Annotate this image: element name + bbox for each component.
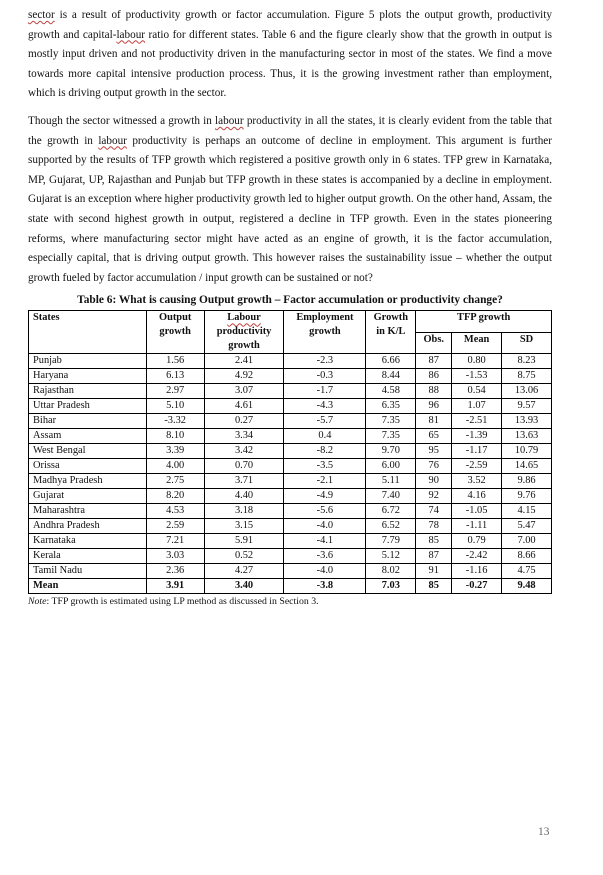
table-cell: -4.9 [284, 489, 366, 504]
table-cell: -2.3 [284, 354, 366, 369]
table-cell: Bihar [29, 414, 147, 429]
table-cell: 8.02 [366, 564, 416, 579]
table-cell: 0.52 [204, 549, 284, 564]
table-cell: 3.03 [146, 549, 204, 564]
table-cell: 91 [416, 564, 452, 579]
table-cell: 7.35 [366, 429, 416, 444]
table-cell: 9.86 [502, 474, 552, 489]
table-cell: 7.35 [366, 414, 416, 429]
table-cell: -5.7 [284, 414, 366, 429]
table-cell: 13.06 [502, 384, 552, 399]
table-cell: 2.41 [204, 354, 284, 369]
table-cell: 5.11 [366, 474, 416, 489]
table-cell: 7.03 [366, 579, 416, 594]
table-cell: 4.27 [204, 564, 284, 579]
table-cell: 2.75 [146, 474, 204, 489]
table-cell: 8.23 [502, 354, 552, 369]
table-cell: -4.3 [284, 399, 366, 414]
table-cell: 9.70 [366, 444, 416, 459]
paragraph-2: Though the sector witnessed a growth in labour productivity in all the states, it is clearly evident from the table that the growth in labour productivity is perhaps an outcome of decline in employment. This argument is further supported by the results of TFP growth which registered a positive growth only in 6 states. TFP grew in Karnataka, MP, Gujarat, UP, Rajasthan and Punjab but TFP growth in these states is accompanied by a decline in employment. Gujarat is an exception where higher productivity growth led to higher output growth. On the other hand, Assam, the state with second highest growth in output, registered a decline in TFP growth. Even in the states pioneering reforms, where manufacturing sector might have acted as an engine of growth, it is the factor accumulation, especially capital, that is driving output growth. This however raises the sustainability issue – whether the output growth fueled by factor accumulation / input growth can be sustained or not? [28, 114, 552, 284]
table-cell: 7.00 [502, 534, 552, 549]
page-number: 13 [538, 826, 550, 838]
table-cell: 10.79 [502, 444, 552, 459]
header-tfp-growth: TFP growth [416, 311, 552, 333]
table-cell: -2.51 [452, 414, 502, 429]
table-row [29, 444, 552, 459]
table-body [29, 354, 552, 594]
table-cell: 3.91 [146, 579, 204, 594]
header-sd: SD [502, 332, 552, 354]
header-output-growth: Output growth [146, 311, 204, 354]
table-cell: -1.16 [452, 564, 502, 579]
table-row [29, 474, 552, 489]
table-cell: 13.93 [502, 414, 552, 429]
table-cell: Tamil Nadu [29, 564, 147, 579]
table-row [29, 459, 552, 474]
table-cell: 88 [416, 384, 452, 399]
table-cell: 8.20 [146, 489, 204, 504]
table-note: Note: TFP growth is estimated using LP method as discussed in Section 3. [28, 596, 319, 608]
table-cell: 4.58 [366, 384, 416, 399]
table-cell: 5.12 [366, 549, 416, 564]
table-cell: Punjab [29, 354, 147, 369]
table-cell: -0.3 [284, 369, 366, 384]
table-cell: Orissa [29, 459, 147, 474]
table-cell: 2.97 [146, 384, 204, 399]
table-cell: 3.52 [452, 474, 502, 489]
table-cell: 2.59 [146, 519, 204, 534]
header-employment-growth: Employment growth [284, 311, 366, 354]
table-cell: 6.00 [366, 459, 416, 474]
table-cell: 3.40 [204, 579, 284, 594]
table-cell: -3.6 [284, 549, 366, 564]
header-growth-kl: Growth in K/L [366, 311, 416, 354]
table-row [29, 504, 552, 519]
header-states: States [29, 311, 147, 354]
table-cell: 87 [416, 549, 452, 564]
table-row [29, 369, 552, 384]
tfp-table [28, 310, 552, 594]
table-cell: 2.36 [146, 564, 204, 579]
spellcheck-word: labour [215, 114, 244, 127]
table-cell: Karnataka [29, 534, 147, 549]
table-cell: 8.75 [502, 369, 552, 384]
table-cell: 6.66 [366, 354, 416, 369]
table-cell: 74 [416, 504, 452, 519]
table-cell: 95 [416, 444, 452, 459]
table-cell: 92 [416, 489, 452, 504]
table-cell: 90 [416, 474, 452, 489]
table-row [29, 564, 552, 579]
table-cell: -2.42 [452, 549, 502, 564]
table-cell: -3.5 [284, 459, 366, 474]
table-cell: 85 [416, 534, 452, 549]
table-cell: 96 [416, 399, 452, 414]
table-cell: -4.0 [284, 564, 366, 579]
table-cell: -1.11 [452, 519, 502, 534]
table-cell: 4.15 [502, 504, 552, 519]
table-cell: 3.34 [204, 429, 284, 444]
table-row [29, 399, 552, 414]
table-cell: -1.05 [452, 504, 502, 519]
table-row [29, 414, 552, 429]
table-cell: 0.79 [452, 534, 502, 549]
table-cell: 4.00 [146, 459, 204, 474]
table-cell: 0.54 [452, 384, 502, 399]
table-cell: 78 [416, 519, 452, 534]
table-cell: -4.0 [284, 519, 366, 534]
table-cell: -0.27 [452, 579, 502, 594]
table-cell: 4.75 [502, 564, 552, 579]
table-cell: 8.44 [366, 369, 416, 384]
table-cell: -1.39 [452, 429, 502, 444]
table-cell: -5.6 [284, 504, 366, 519]
header-labour-productivity: Labour productivity growth [204, 311, 284, 354]
table-cell: 3.39 [146, 444, 204, 459]
spellcheck-word: labour [116, 28, 146, 41]
table-cell: 13.63 [502, 429, 552, 444]
table-cell: Uttar Pradesh [29, 399, 147, 414]
table-row [29, 549, 552, 564]
table-cell: -2.1 [284, 474, 366, 489]
table-cell: 0.80 [452, 354, 502, 369]
table-cell: 86 [416, 369, 452, 384]
table-cell: 14.65 [502, 459, 552, 474]
table-row [29, 519, 552, 534]
table-cell: 3.07 [204, 384, 284, 399]
table-cell: Rajasthan [29, 384, 147, 399]
table-cell: 9.57 [502, 399, 552, 414]
table-cell: -8.2 [284, 444, 366, 459]
table-cell: Andhra Pradesh [29, 519, 147, 534]
table-row-mean [29, 579, 552, 594]
table-cell: 81 [416, 414, 452, 429]
paragraph-1: sector is a result of productivity growth or factor accumulation. Figure 5 plots the output growth, productivity growth and capital-labour ratio for different states. Table 6 and the figure clearly show that the growth in output is mostly input driven and not productivity driven in the manufacturing sector in most of the states. We find a move towards more capital intensive production process. Thus, it is the growing investment rather than employment, which is driving output growth in the sector. [28, 9, 552, 100]
table-cell: -3.32 [146, 414, 204, 429]
table-cell: West Bengal [29, 444, 147, 459]
table-cell: 5.47 [502, 519, 552, 534]
table-cell: Haryana [29, 369, 147, 384]
table-row [29, 489, 552, 504]
table-cell: 1.56 [146, 354, 204, 369]
table-cell: Mean [29, 579, 147, 594]
table-cell: 5.91 [204, 534, 284, 549]
table-row [29, 429, 552, 444]
table-cell: 4.61 [204, 399, 284, 414]
table-cell: 6.52 [366, 519, 416, 534]
table-cell: 0.27 [204, 414, 284, 429]
table-cell: Maharashtra [29, 504, 147, 519]
table-cell: Madhya Pradesh [29, 474, 147, 489]
table-cell: Kerala [29, 549, 147, 564]
table-cell: 8.10 [146, 429, 204, 444]
table-cell: 7.79 [366, 534, 416, 549]
table-row [29, 534, 552, 549]
table-cell: -3.8 [284, 579, 366, 594]
table-cell: 7.40 [366, 489, 416, 504]
table-cell: 0.70 [204, 459, 284, 474]
page-content [28, 6, 552, 607]
table-cell: 3.42 [204, 444, 284, 459]
table-cell: -1.17 [452, 444, 502, 459]
table-cell: 3.71 [204, 474, 284, 489]
table-cell: 0.4 [284, 429, 366, 444]
table-cell: 4.40 [204, 489, 284, 504]
table-cell: 4.53 [146, 504, 204, 519]
spellcheck-word: sector [28, 9, 55, 21]
table-cell: 1.07 [452, 399, 502, 414]
table-cell: -4.1 [284, 534, 366, 549]
table-cell: -1.7 [284, 384, 366, 399]
header-mean: Mean [452, 332, 502, 354]
table-cell: 87 [416, 354, 452, 369]
table-cell: 76 [416, 459, 452, 474]
spellcheck-word: labour [98, 134, 127, 147]
table-cell: 85 [416, 579, 452, 594]
table-cell: Assam [29, 429, 147, 444]
table-cell: 6.35 [366, 399, 416, 414]
table-cell: 4.16 [452, 489, 502, 504]
table-cell: 9.76 [502, 489, 552, 504]
table-cell: 6.13 [146, 369, 204, 384]
spellcheck-word: Labour [227, 312, 261, 324]
table-cell: 3.15 [204, 519, 284, 534]
table-row [29, 354, 552, 369]
table-cell: -1.53 [452, 369, 502, 384]
table-cell: 8.66 [502, 549, 552, 564]
table-cell: 3.18 [204, 504, 284, 519]
table-caption: Table 6: What is causing Output growth – Factor accumulation or productivity change? [77, 294, 503, 307]
header-obs: Obs. [416, 332, 452, 354]
table-row [29, 384, 552, 399]
table-cell: 7.21 [146, 534, 204, 549]
table-cell: 9.48 [502, 579, 552, 594]
table-cell: -2.59 [452, 459, 502, 474]
table-cell: 65 [416, 429, 452, 444]
table-cell: 6.72 [366, 504, 416, 519]
table-cell: 4.92 [204, 369, 284, 384]
table-cell: Gujarat [29, 489, 147, 504]
table-cell: 5.10 [146, 399, 204, 414]
